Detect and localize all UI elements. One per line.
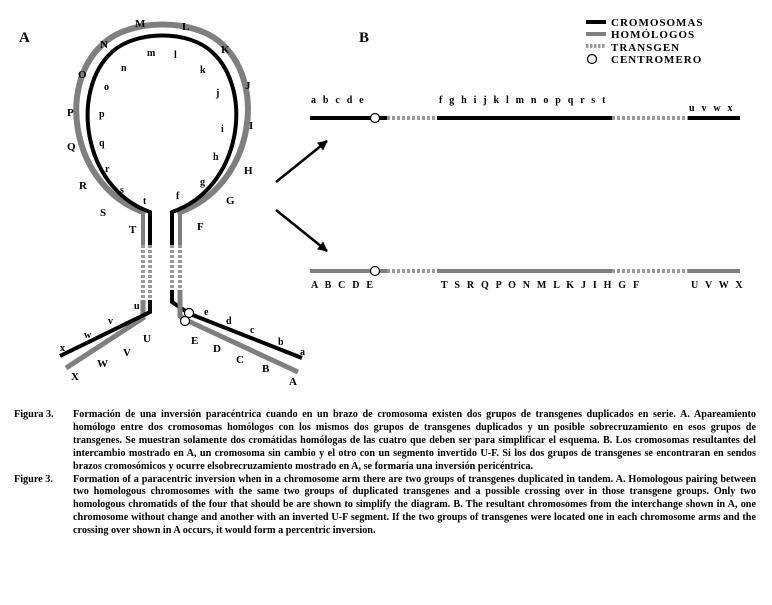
caption-spanish-text: Formación de una inversión paracéntrica cuando en un brazo de cromosoma existen dos grupos de transgenes duplicados en serie. A. Apareamiento homólogo entre dos cromosomas homólogos con los mismos dos grupos de transgenes duplicados y un posible sobrecruzamiento en esos grupos de transgenes. Se muestran solamente dos cromátidas homólogas de las cuatro que deben ser para simplificar el esquema. B. Los cromosomas resultantes del intercambio mostrado en A, un cromosoma sin cambio y el otro con un segmento invertido U-F. Si los dos grupos de transgenes se encontraran en sendos brazos cromosómicos y ocurre elsobrecruzamiento mostrado en A, se formaría una inversión pericéntrica. [73, 409, 756, 472]
chromosome-label: h [213, 152, 219, 163]
homolog-label: M [135, 18, 146, 30]
chromosome-label: f [176, 191, 180, 202]
chromosome-label: k [200, 65, 206, 76]
panel-a-label: A [19, 30, 30, 46]
homolog-label: P [67, 107, 74, 119]
caption-english-label: Figure 3. [14, 473, 53, 485]
chromosome-label: q [99, 138, 105, 149]
centromere-homolog [181, 317, 190, 326]
chromosome-label: j [216, 88, 220, 99]
homolog-label: Q [67, 141, 76, 153]
chromosome-label: v [108, 316, 113, 327]
homolog-label: R [79, 180, 87, 192]
bottom-seq-middle: T S R Q P O N M L K J I H G F [441, 280, 642, 291]
chromosome-label: c [250, 325, 255, 336]
chromosome-label: t [143, 196, 147, 207]
legend-chromosome-label: CROMOSOMAS [611, 17, 704, 29]
homolog-label: H [244, 165, 253, 177]
homolog-label: O [78, 69, 87, 81]
arrow-to-top-chromosome [276, 141, 327, 182]
chromosome-label: a [300, 347, 305, 358]
panel-b-label: B [359, 30, 370, 46]
chromosome-label: m [147, 48, 156, 59]
panel-b-results [310, 95, 745, 291]
homolog-label: C [236, 354, 244, 366]
caption-english-text: Formation of a paracentric inversion when in a chromosome arm there are two groups of transgenes duplicated in tandem. A. Homologous pairing between two homologous chromosomes with the same two groups of duplicated transgenes and a possible crossing over in those transgene groups. Only two homologous chromatids of the four that should be are shown to simplify the diagram. B. The resultant chromosomes from the interchange shown in A, one chromosome without change and another with an inverted U-F segment. If the two groups of transgenes were located one in each chromosome arms and the crossing over shown in A occurs, it would form a percentric inversion. [73, 473, 756, 537]
homolog-label: I [249, 120, 254, 132]
homolog-label: S [100, 207, 107, 219]
panel-a-pairing [60, 18, 305, 388]
chromosome-label: s [120, 185, 124, 196]
homolog-label: N [100, 39, 108, 51]
chromosome-label: d [226, 316, 232, 327]
chromosome-loop [88, 36, 237, 213]
chromosome-label: w [84, 330, 92, 341]
homolog-label: B [262, 363, 270, 375]
chromosome-label: b [278, 337, 284, 348]
homolog-label: D [213, 343, 221, 355]
homolog-label: F [197, 221, 204, 233]
bottom-centromere [371, 267, 380, 276]
figure-captions [14, 409, 756, 538]
caption-spanish [14, 409, 756, 474]
caption-spanish-label: Figura 3. [14, 409, 54, 420]
top-seq-middle: f g h i j k l m n o p q r s t [439, 95, 608, 106]
chromosome-label: r [105, 164, 110, 175]
top-seq-right: u v w x [689, 103, 735, 114]
legend-centromere-symbol [588, 55, 597, 64]
homolog-label: U [143, 333, 151, 345]
homolog-label: T [129, 224, 137, 236]
chromosome-label: u [134, 301, 140, 312]
legend-centromere-label: CENTROMERO [611, 54, 703, 66]
homolog-label: L [182, 21, 190, 33]
legend-homolog-label: HOMÓLOGOS [611, 29, 696, 41]
chromosome-label: p [99, 109, 105, 120]
chromosome-label: o [104, 82, 109, 93]
bottom-seq-right: U V W X [691, 280, 745, 291]
chromosome-label: i [221, 124, 224, 135]
legend [586, 17, 704, 66]
homolog-label: W [97, 358, 108, 370]
chromosome-label: e [204, 307, 209, 318]
homolog-label: X [71, 371, 79, 383]
homolog-label: G [226, 195, 235, 207]
bottom-seq-left: A B C D E [311, 280, 376, 291]
homolog-label: V [123, 347, 131, 359]
arrow-to-bottom-chromosome [276, 210, 327, 251]
caption-english [14, 474, 756, 539]
homolog-label: J [245, 80, 251, 92]
chromosome-label: n [121, 63, 127, 74]
chromosome-label: g [200, 177, 205, 188]
top-centromere [371, 114, 380, 123]
top-seq-left: a b c d e [311, 95, 366, 106]
chromosome-label: x [60, 343, 65, 354]
homolog-label: A [289, 376, 297, 388]
homolog-label: K [221, 44, 230, 56]
chromosome-label: l [174, 50, 177, 61]
legend-transgene-label: TRANSGEN [611, 42, 681, 54]
homolog-label: E [191, 335, 199, 347]
